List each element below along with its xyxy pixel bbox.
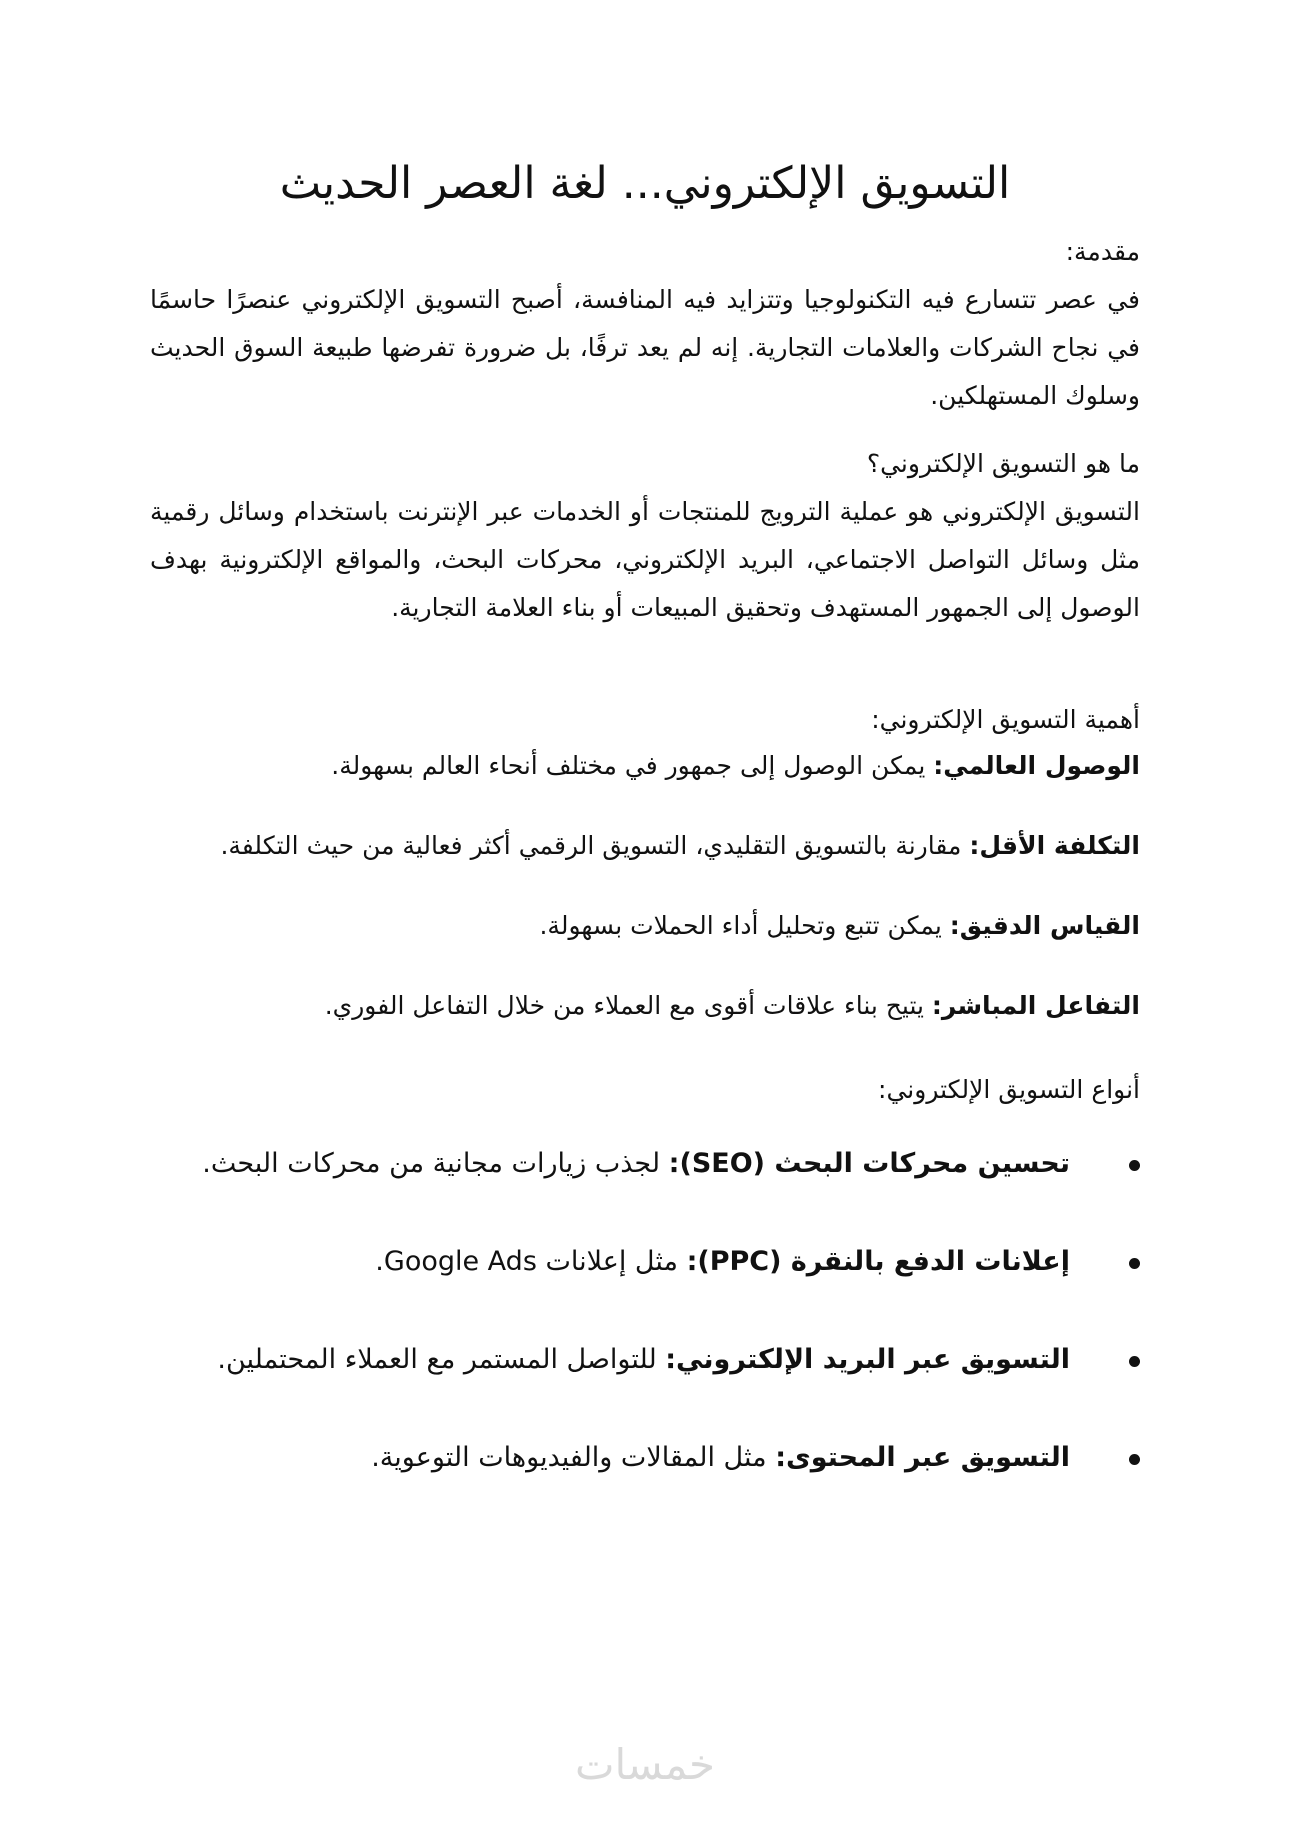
intro-paragraph: في عصر تتسارع فيه التكنولوجيا وتتزايد فيه المنافسة، أصبح التسويق الإلكتروني عنصرًا حاسمًا في نجاح الشركات والعلامات التجارية. إنه لم يعد ترفًا، بل ضرورة تفرضها طبيعة السوق الحديث وسلوك المستهلكين.: [150, 285, 1140, 410]
types-item-text: مثل إعلانات Google Ads.: [375, 1246, 687, 1277]
types-item-label: التسويق عبر البريد الإلكتروني:: [665, 1344, 1070, 1375]
importance-item-label: التكلفة الأقل:: [969, 831, 1140, 860]
types-item-label: تحسين محركات البحث (SEO):: [668, 1148, 1070, 1179]
importance-item-text: مقارنة بالتسويق التقليدي، التسويق الرقمي أكثر فعالية من حيث التكلفة.: [220, 831, 970, 860]
importance-item: [150, 822, 1140, 870]
types-list-item: [150, 1140, 1140, 1188]
bullet-icon: [1129, 1160, 1140, 1171]
importance-item-text: يمكن تتبع وتحليل أداء الحملات بسهولة.: [539, 911, 950, 940]
types-item-text: لجذب زيارات مجانية من محركات البحث.: [202, 1148, 669, 1179]
definition-paragraph: التسويق الإلكتروني هو عملية الترويج للمنتجات أو الخدمات عبر الإنترنت باستخدام وسائل رقمية مثل وسائل التواصل الاجتماعي، البريد الإلكتروني، محركات البحث، والمواقع الإلكترونية بهدف الوصول إلى الجمهور المستهدف وتحقيق المبيعات أو بناء العلامة التجارية.: [150, 497, 1140, 622]
importance-item-text: يتيح بناء علاقات أقوى مع العملاء من خلال التفاعل الفوري.: [324, 991, 932, 1020]
importance-item: [150, 902, 1140, 950]
types-item-text: للتواصل المستمر مع العملاء المحتملين.: [217, 1344, 666, 1375]
importance-item: [150, 982, 1140, 1030]
importance-item-text: يمكن الوصول إلى جمهور في مختلف أنحاء العالم بسهولة.: [331, 751, 934, 780]
bullet-icon: [1129, 1258, 1140, 1269]
types-item-text: مثل المقالات والفيديوهات التوعوية.: [371, 1442, 776, 1473]
types-item-label: إعلانات الدفع بالنقرة (PPC):: [686, 1246, 1070, 1277]
bullet-icon: [1129, 1356, 1140, 1367]
importance-heading: أهمية التسويق الإلكتروني:: [871, 705, 1140, 734]
document-page: [150, 0, 1140, 1832]
watermark-logo: خمسات: [574, 1740, 716, 1789]
types-item-label: التسويق عبر المحتوى:: [775, 1442, 1070, 1473]
types-list-item: [150, 1434, 1140, 1482]
types-heading: أنواع التسويق الإلكتروني:: [878, 1075, 1140, 1104]
importance-item-label: الوصول العالمي:: [933, 751, 1140, 780]
importance-item-label: القياس الدقيق:: [949, 911, 1140, 940]
importance-item-label: التفاعل المباشر:: [931, 991, 1140, 1020]
types-list-item: [150, 1336, 1140, 1384]
intro-heading: مقدمة:: [1065, 237, 1140, 266]
importance-item: [150, 742, 1140, 790]
bullet-icon: [1129, 1454, 1140, 1465]
document-title: التسويق الإلكتروني... لغة العصر الحديث: [279, 158, 1011, 209]
types-list-item: [150, 1238, 1140, 1286]
definition-section: [150, 440, 1140, 632]
intro-section: [150, 228, 1140, 420]
definition-heading: ما هو التسويق الإلكتروني؟: [866, 449, 1140, 478]
